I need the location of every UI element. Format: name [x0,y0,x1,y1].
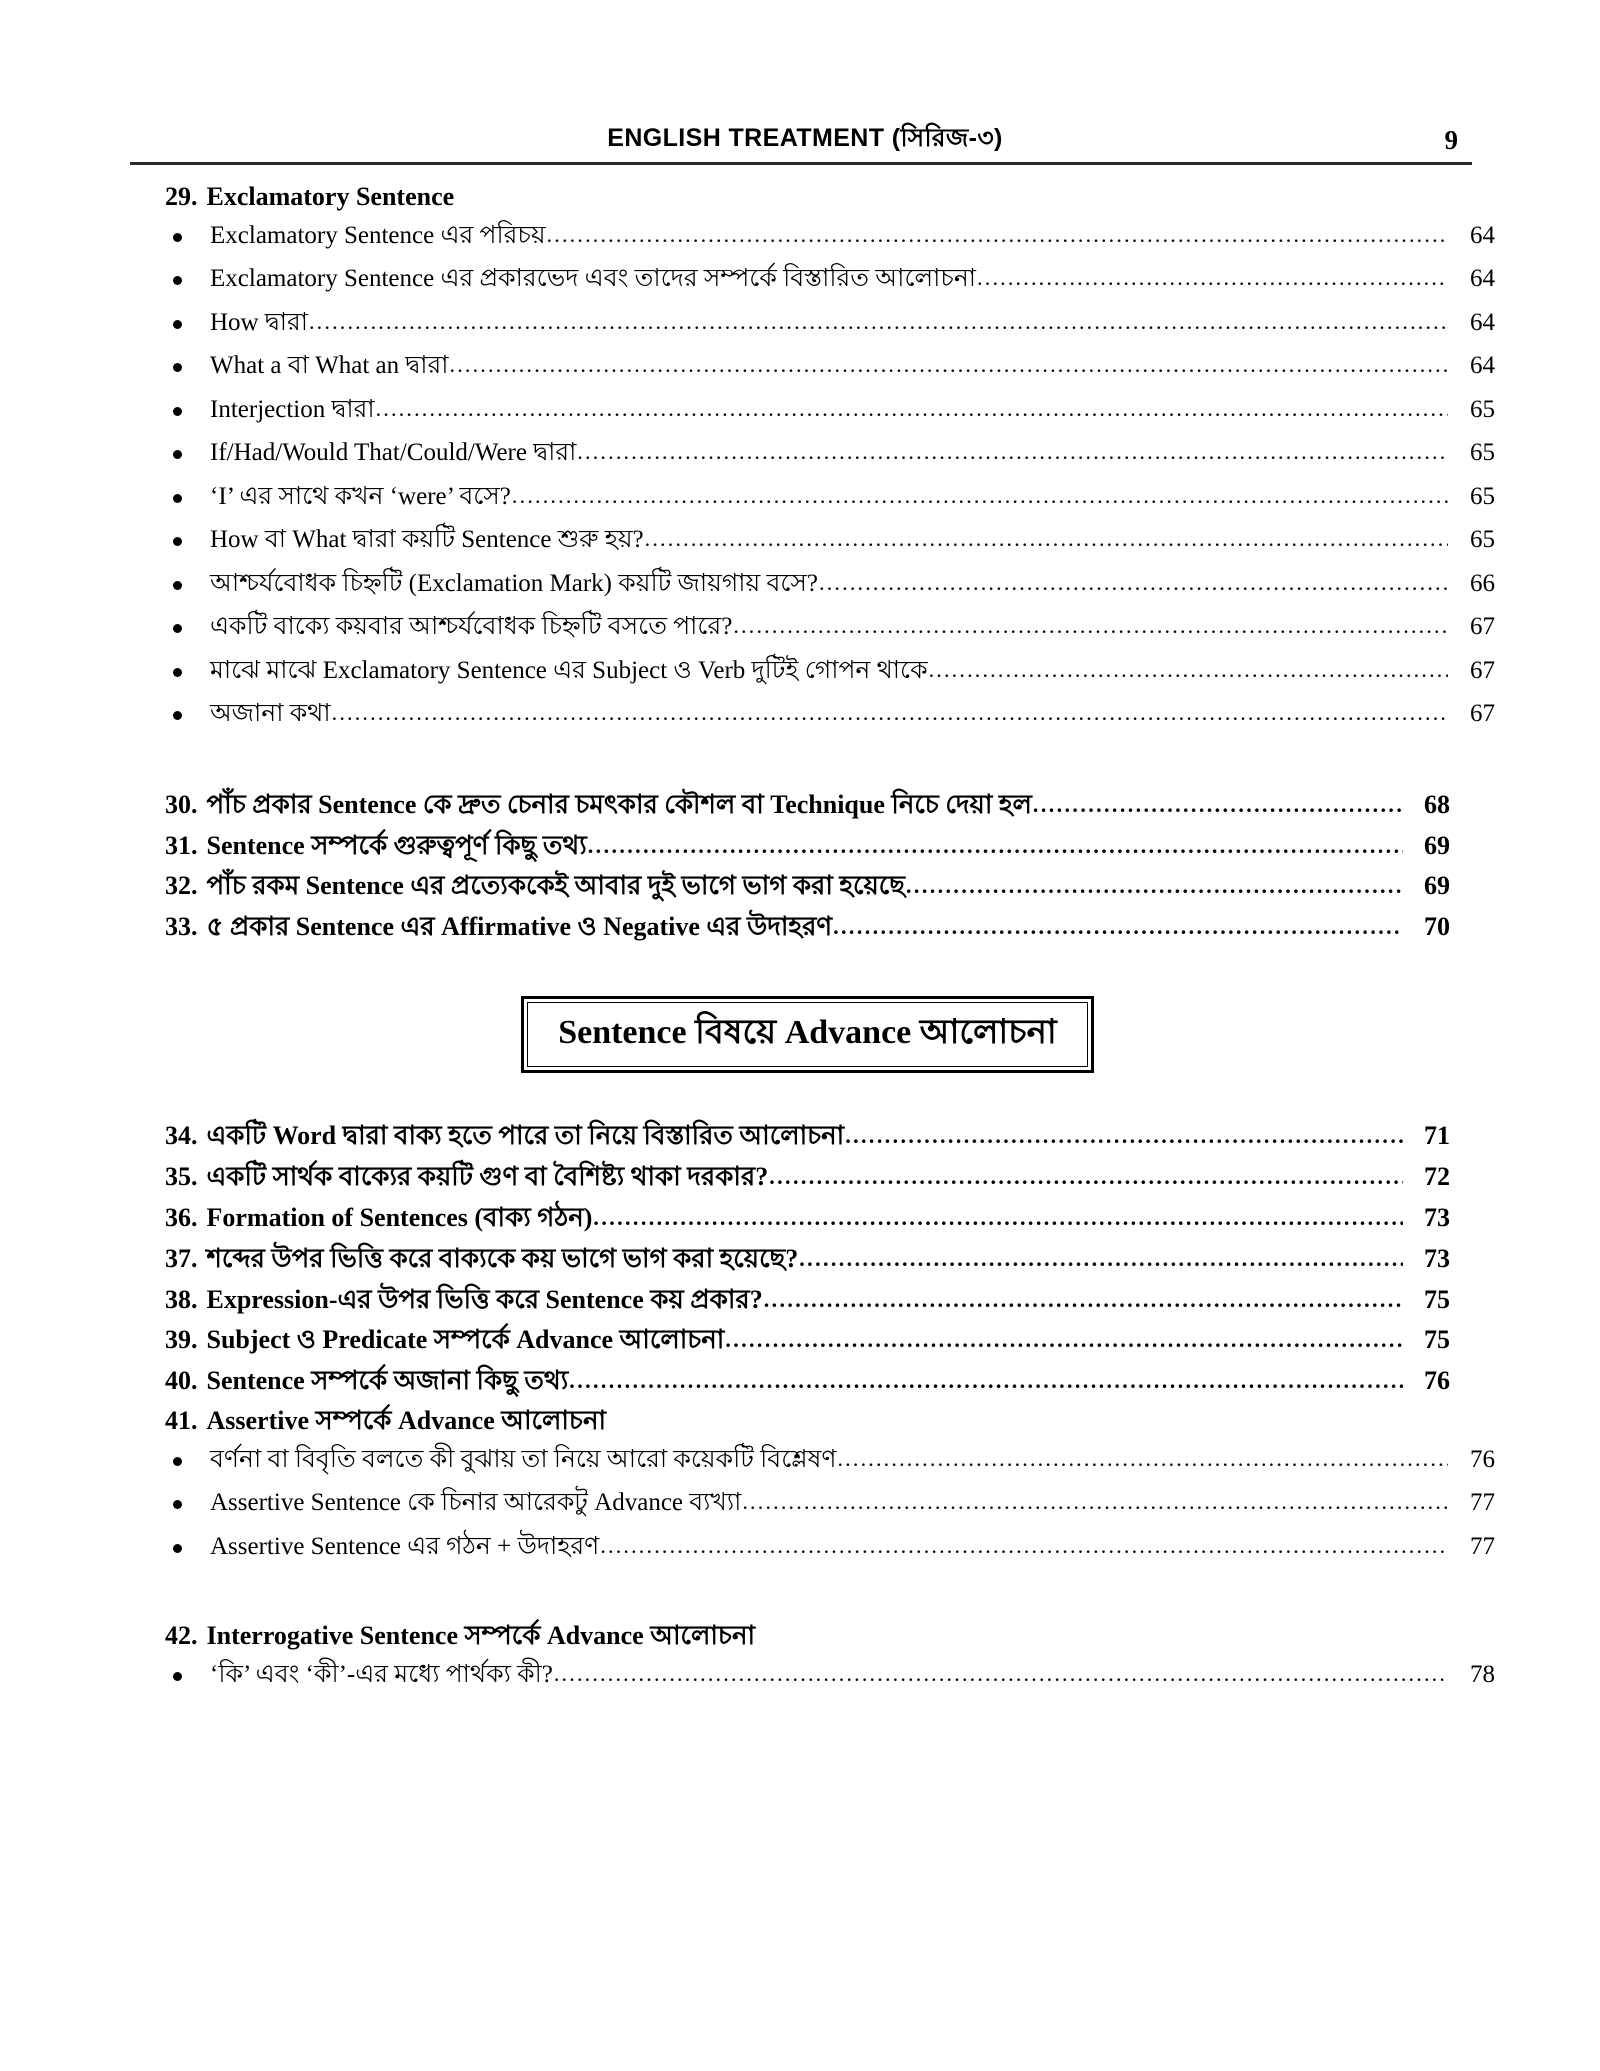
bullet-icon [173,537,182,546]
toc-entry-page: 66 [1470,569,1495,597]
toc-group-heading-29 [165,181,1450,214]
toc-entry-label: ৫ প্রকার Sentence এর Affirmative ও Negative এর উদাহরণ [206,912,833,942]
dot-leader [742,1486,1448,1519]
toc-entry-page: 65 [1470,526,1495,554]
toc-group-number: 41. [165,1405,198,1435]
toc-entry-33[interactable] [165,910,1450,944]
dot-leader [764,1282,1403,1316]
toc-entry-39[interactable] [165,1323,1450,1357]
toc-entry-38[interactable] [165,1283,1450,1317]
list-item[interactable] [165,655,1495,688]
list-item[interactable] [165,220,1495,253]
toc-entry-page: 64 [1470,308,1495,336]
toc-entry-label: How বা What দ্বারা কয়টি Sentence শুরু হয়? [210,526,644,554]
dot-leader [450,349,1449,382]
toc-entry-page: 78 [1470,1660,1495,1688]
dot-leader [512,480,1448,513]
toc-entry-page: 76 [1424,1366,1450,1396]
toc-entry-number: 30. [165,789,198,819]
toc-entry-number: 31. [165,830,198,860]
toc-entry-page: 67 [1470,700,1495,728]
dot-leader [725,1322,1403,1356]
dot-leader [819,567,1448,600]
toc-entry-page: 75 [1424,1325,1450,1355]
list-item[interactable] [165,611,1495,644]
page-number: 9 [1444,125,1458,155]
bullet-icon [173,276,182,285]
bullet-icon [173,1500,182,1509]
list-item[interactable] [165,1487,1495,1520]
toc-group-number: 42. [165,1621,198,1651]
bullet-icon [173,320,182,329]
toc-entry-page: 64 [1470,221,1495,249]
bullet-icon [173,1544,182,1553]
header-rule [130,162,1472,165]
toc-bullet-list-42 [165,1659,1495,1692]
section-title-box-wrapper [165,996,1450,1073]
dot-leader [569,1363,1403,1397]
bullet-icon [173,624,182,633]
toc-entry-label: অজানা কথা [210,700,331,728]
dot-leader [547,219,1448,252]
toc-entry-label: ‘I’ এর সাথে কখন ‘were’ বসে? [210,482,511,510]
toc-numbered-group-bottom [165,1119,1450,1398]
toc-entry-number: 37. [165,1243,198,1273]
toc-entry-label: পাঁচ রকম Sentence এর প্রত্যেককেই আবার দুই ভাগে ভাগ করা হয়েছে [206,871,906,901]
toc-entry-number: 35. [165,1162,198,1192]
dot-leader [554,1658,1448,1691]
toc-entry-page: 75 [1424,1284,1450,1314]
toc-entry-label: Expression-এর উপর ভিত্তি করে Sentence কয় প্রকার? [206,1284,763,1314]
toc-entry-label: ‘কি’ এবং ‘কী’-এর মধ্যে পার্থক্য কী? [210,1660,553,1688]
bullet-icon [173,668,182,677]
dot-leader [769,1159,1403,1193]
dot-leader [1033,787,1403,821]
toc-entry-number: 38. [165,1284,198,1314]
toc-group-title: Exclamatory Sentence [206,182,455,211]
toc-entry-label: Sentence সম্পর্কে অজানা কিছু তথ্য [206,1366,569,1396]
toc-entry-page: 76 [1470,1445,1495,1473]
list-item[interactable] [165,481,1495,514]
toc-entry-35[interactable] [165,1160,1450,1194]
bullet-icon [173,233,182,242]
list-item[interactable] [165,1659,1495,1692]
toc-entry-34[interactable] [165,1119,1450,1153]
section-title-text: Sentence বিষয়ে Advance আলোচনা [527,1002,1088,1067]
toc-entry-page: 69 [1424,830,1450,860]
toc-entry-label: Exclamatory Sentence এর পরিচয় [210,221,546,249]
list-item[interactable] [165,1444,1495,1477]
spacer [165,742,1450,788]
dot-leader [332,697,1448,730]
list-item[interactable] [165,524,1495,557]
bullet-icon [173,407,182,416]
toc-entry-label: একটি সার্থক বাক্যের কয়টি গুণ বা বৈশিষ্ট্য থাকা দরকার? [206,1162,769,1192]
toc-entry-label: একটি Word দ্বারা বাক্য হতে পারে তা নিয়ে বিস্তারিত আলোচনা [206,1121,845,1151]
toc-group-number: 29. [165,182,198,211]
toc-entry-label: Sentence সম্পর্কে গুরুত্বপূর্ণ কিছু তথ্য [206,830,587,860]
toc-entry-label: পাঁচ প্রকার Sentence কে দ্রুত চেনার চমৎকার কৌশল বা Technique নিচে দেয়া হল [206,789,1032,819]
toc-entry-page: 68 [1424,789,1450,819]
toc-entry-label: একটি বাক্যে কয়বার আশ্চর্যবোধক চিহ্নটি বসতে পারে? [210,613,733,641]
dot-leader [733,610,1448,643]
toc-entry-number: 33. [165,912,198,942]
toc-entry-label: Assertive Sentence কে চিনার আরেকটু Advance ব্যখ্যা [210,1489,742,1517]
toc-entry-40[interactable] [165,1364,1450,1398]
toc-entry-31[interactable] [165,829,1450,863]
toc-group-title: Interrogative Sentence সম্পর্কে Advance আলোচনা [206,1621,755,1651]
toc-entry-number: 32. [165,871,198,901]
toc-entry-label: মাঝে মাঝে Exclamatory Sentence এর Subject ও Verb দুটিই গোপন থাকে [210,656,928,684]
toc-entry-number: 34. [165,1121,198,1151]
toc-entry-page: 72 [1424,1162,1450,1192]
toc-entry-label: What a বা What an দ্বারা [210,352,449,380]
spacer [165,1574,1450,1620]
list-item[interactable] [165,394,1495,427]
book-title: ENGLISH TREATMENT (সিরিজ-৩) [607,124,1003,152]
dot-leader [837,1443,1448,1476]
toc-entry-page: 70 [1424,912,1450,942]
toc-entry-page: 67 [1470,656,1495,684]
toc-entry-30[interactable] [165,788,1450,822]
toc-entry-page: 65 [1470,482,1495,510]
toc-entry-32[interactable] [165,869,1450,903]
dot-leader [309,306,1448,339]
toc-entry-label: Interjection দ্বারা [210,395,375,423]
toc-entry-page: 64 [1470,265,1495,293]
toc-entry-page: 69 [1424,871,1450,901]
running-head [165,118,1458,158]
toc-entry-page: 65 [1470,439,1495,467]
dot-leader [577,436,1448,469]
bullet-icon [173,581,182,590]
toc-entry-number: 40. [165,1366,198,1396]
toc-entry-label: আশ্চর্যবোধক চিহ্নটি (Exclamation Mark) কয়টি জায়গায় বসে? [210,569,819,597]
toc-entry-label: বর্ণনা বা বিবৃতি বলতে কী বুঝায় তা নিয়ে আরো কয়েকটি বিশ্লেষণ [210,1445,837,1473]
dot-leader [593,1200,1403,1234]
dot-leader [799,1241,1403,1275]
bullet-icon [173,711,182,720]
list-item[interactable] [165,568,1495,601]
list-item[interactable] [165,307,1495,340]
dot-leader [588,828,1403,862]
toc-numbered-group-top [165,788,1450,944]
toc-entry-label: How দ্বারা [210,308,308,336]
toc-entry-label: শব্দের উপর ভিত্তি করে বাক্যকে কয় ভাগে ভাগ করা হয়েছে? [206,1243,799,1273]
toc-entry-label: Formation of Sentences (বাক্য গঠন) [206,1202,593,1232]
dot-leader [600,1530,1448,1563]
section-title-box [521,996,1094,1073]
toc-entry-number: 39. [165,1325,198,1355]
dot-leader [929,654,1448,687]
dot-leader [977,262,1448,295]
list-item[interactable] [165,698,1495,731]
toc-entry-page: 73 [1424,1202,1450,1232]
toc-entry-page: 65 [1470,395,1495,423]
list-item[interactable] [165,437,1495,470]
dot-leader [376,393,1448,426]
toc-entry-page: 71 [1424,1121,1450,1151]
dot-leader [645,523,1448,556]
toc-bullet-list-41 [165,1444,1495,1564]
list-item[interactable] [165,263,1495,296]
dot-leader [833,909,1403,943]
dot-leader [845,1118,1403,1152]
toc-entry-page: 67 [1470,613,1495,641]
toc-entry-page: 64 [1470,352,1495,380]
list-item[interactable] [165,1531,1495,1564]
toc-entry-page: 77 [1470,1532,1495,1560]
toc-entry-page: 73 [1424,1243,1450,1273]
toc-entry-label: If/Had/Would That/Could/Were দ্বারা [210,439,577,467]
dot-leader [906,868,1403,902]
toc-entry-number: 36. [165,1202,198,1232]
bullet-icon [173,363,182,372]
toc-group-title: Assertive সম্পর্কে Advance আলোচনা [206,1405,607,1435]
bullet-icon [173,1672,182,1681]
toc-entry-37[interactable] [165,1242,1450,1276]
toc-entry-label: Subject ও Predicate সম্পর্কে Advance আলোচনা [206,1325,725,1355]
toc-entry-page: 77 [1470,1489,1495,1517]
bullet-icon [173,450,182,459]
table-of-contents [165,181,1495,1691]
bullet-icon [173,494,182,503]
toc-bullet-list-29 [165,220,1495,731]
bullet-icon [173,1457,182,1466]
toc-entry-36[interactable] [165,1201,1450,1235]
toc-entry-label: Exclamatory Sentence এর প্রকারভেদ এবং তাদের সম্পর্কে বিস্তারিত আলোচনা [210,265,977,293]
toc-entry-label: Assertive Sentence এর গঠন + উদাহরণ [210,1532,600,1560]
list-item[interactable] [165,350,1495,383]
toc-group-heading-42 [165,1620,1450,1653]
toc-group-heading-41 [165,1405,1450,1438]
